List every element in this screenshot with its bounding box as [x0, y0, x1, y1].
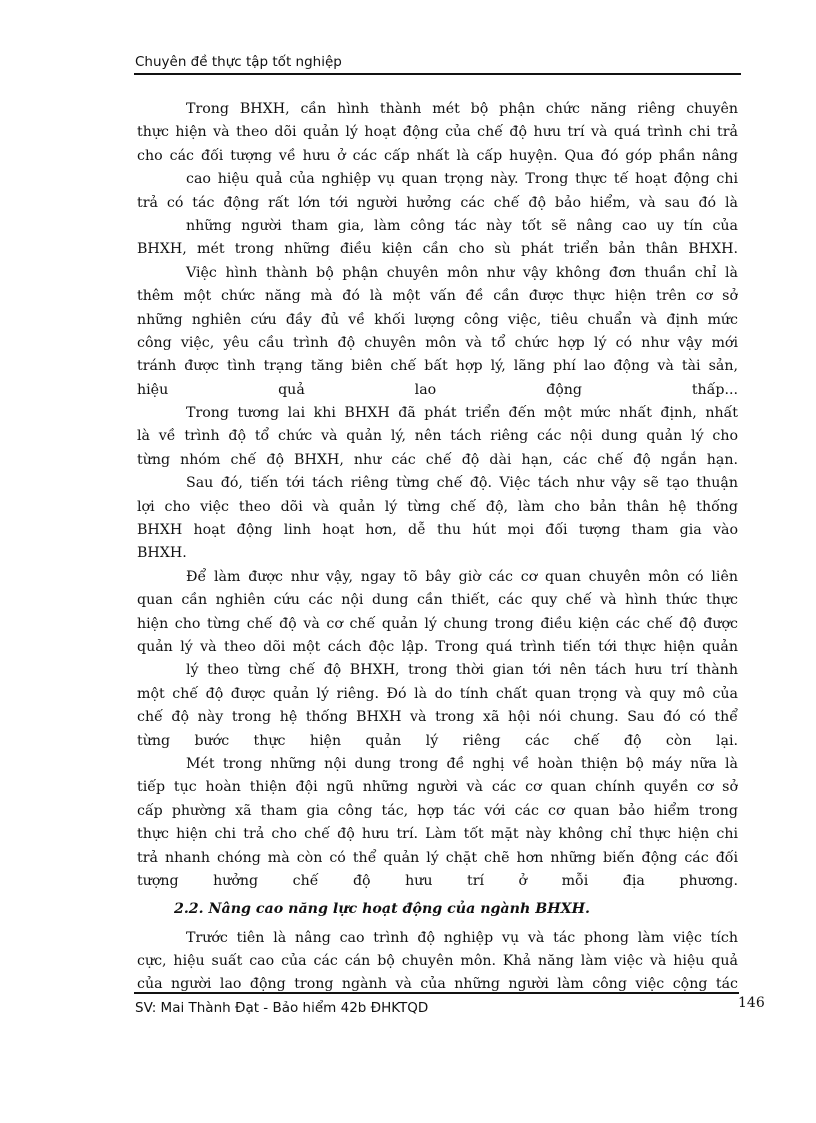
text-line: tượng hưởng chế độ hưu trí ở mỗi địa phương.: [137, 872, 738, 889]
section-heading: 2.2. Nâng cao năng lực hoạt động của ngành BHXH.: [174, 901, 590, 918]
text-line: cực, hiệu suất cao của các cán bộ chuyên môn. Khả năng làm việc và hiệu quả: [137, 953, 738, 970]
text-line: BHXH, mét trong những điều kiện cần cho sù phát triển bản thân BHXH.: [137, 241, 738, 258]
text-line: Việc hình thành bộ phận chuyên môn như vậy không đơn thuần chỉ là: [186, 264, 738, 281]
text-line: của người lao động trong ngành và của những người làm công việc cộng tác: [137, 976, 738, 993]
text-line: cấp phường xã tham gia công tác, hợp tác với các cơ quan bảo hiểm trong: [137, 802, 738, 819]
text-line: quản lý và theo dõi một cách độc lập. Trong quá trình tiến tới thực hiện quản: [137, 639, 738, 655]
text-line: BHXH hoạt động linh hoạt hơn, dễ thu hút mọi đối tượng tham gia vào: [137, 522, 738, 539]
page-header-title: Chuyên đề thực tập tốt nghiệp: [135, 54, 342, 70]
text-line: lợi cho việc theo dõi và quản lý từng chế độ, làm cho bản thân hệ thống: [137, 498, 738, 515]
text-line: thêm một chức năng mà đó là một vấn đề cần được thực hiện trên cơ sở: [137, 288, 738, 305]
text-line: Mét trong những nội dung trong đề nghị về hoàn thiện bộ máy nữa là: [186, 755, 738, 772]
text-line: Trước tiên là nâng cao trình độ nghiệp vụ và tác phong làm việc tích: [186, 929, 738, 946]
text-line: là về trình độ tổ chức và quản lý, nên tách riêng các nội dung quản lý cho: [137, 428, 738, 445]
text-line: từng nhóm chế độ BHXH, như các chế độ dài hạn, các chế độ ngắn hạn.: [137, 451, 738, 468]
text-line: một chế độ được quản lý riêng. Đó là do tính chất quan trọng và quy mô của: [137, 685, 738, 702]
footer-student-info: SV: Mai Thành Đạt - Bảo hiểm 42b ĐHKTQD: [135, 1000, 429, 1016]
text-line: chế độ này trong hệ thống BHXH và trong xã hội nói chung. Sau đó có thể: [137, 709, 738, 726]
text-line: cao hiệu quả của nghiệp vụ quan trọng này. Trong thực tế hoạt động chi: [186, 171, 738, 188]
text-line: Để làm được như vậy, ngay tõ bây giờ các cơ quan chuyên môn có liên: [186, 568, 738, 585]
text-line: trả có tác động rất lớn tới người hưởng các chế độ bảo hiểm, và sau đó là: [137, 194, 738, 211]
text-line: trả nhanh chóng mà còn có thể quản lý chặt chẽ hơn những biến động các đối: [137, 849, 738, 866]
page-number: 146: [738, 995, 765, 1011]
text-line: tránh được tình trạng tăng biên chế bất hợp lý, lãng phí lao động và tài sản,: [137, 358, 738, 375]
header-divider: [134, 73, 741, 75]
text-line: cho các đối tượng về hưu ở các cấp nhất là cấp huyện. Qua đó góp phần nâng: [137, 147, 738, 164]
text-line: thực hiện chi trả cho chế độ hưu trí. Làm tốt mặt này không chỉ thực hiện chi: [137, 826, 738, 843]
text-line: hiệu quả lao động thấp...: [137, 381, 738, 398]
text-line: công việc, yêu cầu trình độ chuyên môn và tổ chức hợp lý có như vậy mới: [137, 334, 738, 351]
text-line: từng bước thực hiện quản lý riêng các chế độ còn lại.: [137, 732, 738, 749]
text-line: quan cần nghiên cứu các nội dung cần thiết, các quy chế và hình thức thực: [137, 592, 738, 609]
text-line: hiện cho từng chế độ và cơ chế quản lý chung trong điều kiện các chế độ được: [137, 615, 738, 632]
text-line: những nghiên cứu đầy đủ về khối lượng công việc, tiêu chuẩn và định mức: [137, 311, 738, 328]
text-line: thực hiện và theo dõi quản lý hoạt động của chế độ hưu trí và quá trình chi trả: [137, 124, 738, 141]
text-line: tiếp tục hoàn thiện đội ngũ những người và các cơ quan chính quyền cơ sở: [137, 779, 738, 796]
text-line: những người tham gia, làm công tác này tốt sẽ nâng cao uy tín của: [186, 217, 738, 234]
document-body: [137, 98, 738, 997]
text-line: BHXH.: [137, 545, 187, 562]
text-line: Trong tương lai khi BHXH đã phát triển đến một mức nhất định, nhất: [186, 405, 738, 422]
text-line: lý theo từng chế độ BHXH, trong thời gian tới nên tách hưu trí thành: [186, 662, 738, 679]
footer-divider: [134, 992, 739, 994]
text-line: Sau đó, tiến tới tách riêng từng chế độ. Việc tách như vậy sẽ tạo thuận: [186, 475, 738, 492]
text-line: Trong BHXH, cần hình thành mét bộ phận chức năng riêng chuyên: [186, 101, 738, 117]
